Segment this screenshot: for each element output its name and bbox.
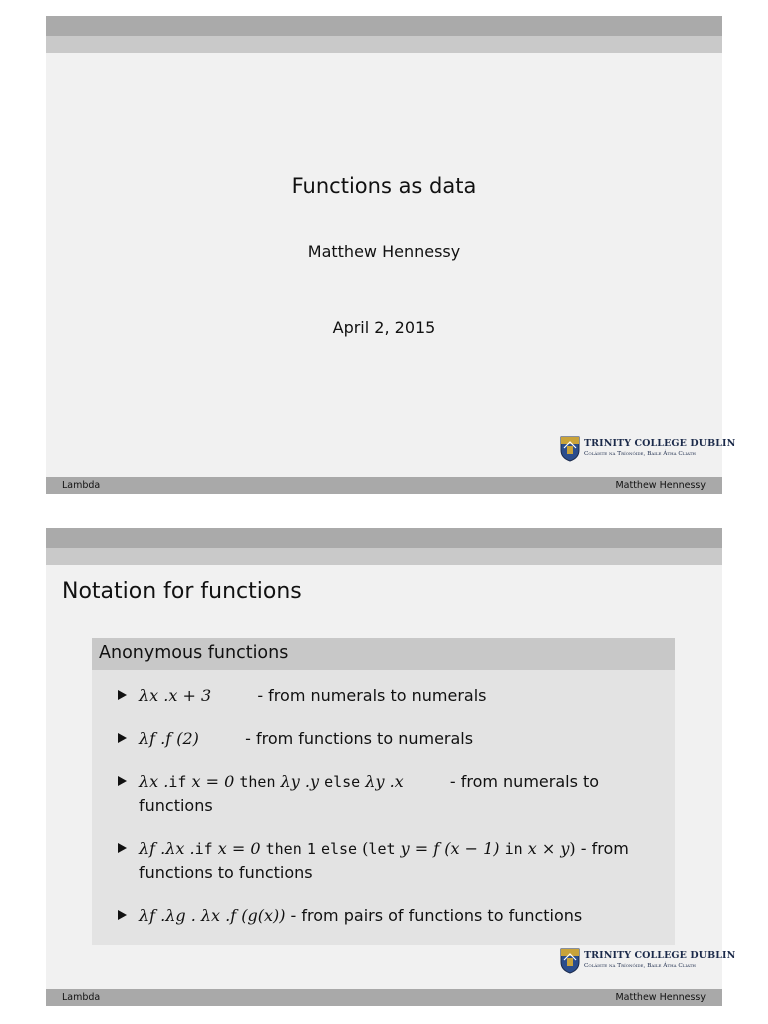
triangle-bullet-icon [118, 776, 127, 786]
frame-title: Notation for functions [62, 579, 302, 604]
lambda-expression: λf .f (2) [139, 729, 199, 748]
logo-title: TRINITY COLLEGE DUBLIN [584, 438, 736, 449]
logo-subtitle: Coláiste na Tríonóide, Baile Átha Cliath [584, 963, 696, 969]
logo-subtitle: Coláiste na Tríonóide, Baile Átha Cliath [584, 451, 696, 457]
keyword-in: in [504, 840, 523, 858]
lambda-expression: λf .λg . λx .f (g(x)) [139, 906, 286, 925]
keyword-then: then [265, 840, 302, 858]
footer-short-title: Lambda [62, 480, 101, 491]
tcd-logo [560, 948, 736, 976]
block-title: Anonymous functions [92, 638, 675, 670]
logo-title: TRINITY COLLEGE DUBLIN [584, 950, 736, 961]
then-value: 1 [306, 840, 316, 858]
notation-slide [46, 528, 736, 1006]
lambda-binder: λf .λx . [139, 839, 195, 858]
list-item [118, 770, 653, 817]
header-bar [46, 16, 722, 36]
condition: x = 0 [191, 772, 235, 791]
condition: x = 0 [217, 839, 261, 858]
list-item [118, 684, 653, 707]
keyword-else: else [320, 840, 358, 858]
keyword-if: if [194, 840, 213, 858]
triangle-bullet-icon [118, 843, 127, 853]
footer-bar [46, 989, 722, 1006]
else-branch: λy .x [365, 772, 404, 791]
keyword-then: then [239, 773, 276, 791]
item-description: - from functions to functions [139, 839, 629, 882]
lambda-expression: λx .x + 3 [139, 686, 212, 705]
triangle-bullet-icon [118, 733, 127, 743]
keyword-if: if [168, 773, 187, 791]
header-subbar [46, 36, 722, 53]
triangle-bullet-icon [118, 690, 127, 700]
item-description: - from functions to numerals [245, 729, 474, 748]
list-item [118, 904, 653, 927]
title-slide [46, 16, 736, 494]
presentation-date: April 2, 2015 [332, 318, 436, 337]
tcd-logo [560, 436, 736, 464]
list-item [118, 727, 653, 750]
close-paren: ) [569, 839, 576, 858]
author-name: Matthew Hennessy [307, 242, 461, 261]
keyword-let: let [368, 840, 396, 858]
anonymous-functions-block [92, 638, 675, 945]
let-body: x × y [527, 839, 570, 858]
item-description: - from numerals to functions [139, 772, 600, 815]
footer-author: Matthew Hennessy [615, 992, 706, 1003]
list-item [118, 837, 653, 884]
keyword-else: else [324, 773, 361, 791]
lambda-binder: λx . [139, 772, 169, 791]
footer-short-title: Lambda [62, 992, 101, 1003]
open-paren: ( [362, 839, 369, 858]
header-bar [46, 528, 722, 548]
footer-bar [46, 477, 722, 494]
let-binding: y = f (x − 1) [400, 839, 500, 858]
presentation-title: Functions as data [291, 174, 477, 198]
item-description: - from numerals to numerals [257, 686, 487, 705]
triangle-bullet-icon [118, 910, 127, 920]
header-subbar [46, 548, 722, 565]
item-description: - from pairs of functions to functions [290, 906, 583, 925]
tcd-crest-icon [560, 436, 580, 462]
then-branch: λy .y [280, 772, 319, 791]
tcd-crest-icon [560, 948, 580, 974]
footer-author: Matthew Hennessy [615, 480, 706, 491]
